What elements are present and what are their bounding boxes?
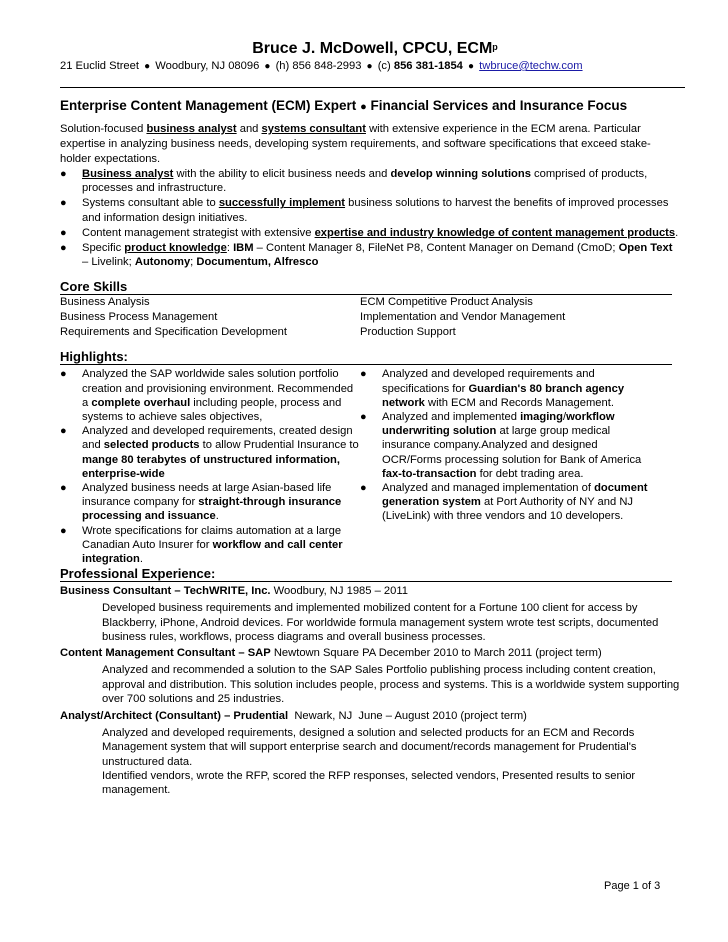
cell-label: (c) <box>377 60 394 72</box>
contact-line <box>60 59 670 74</box>
job-description: Developed business requirements and implemented mobilized content for a Fortune 100 client for access by Blackberry, iPhone, Android devices. For worldwide formula management system wrote test scripts, documented business rules, workflows, process diagrams and overall business processes. <box>102 602 659 644</box>
bullet-icon: ● <box>60 226 67 239</box>
name-superscript: p <box>492 42 498 52</box>
list-item: ● Analyzed and managed implementation of document generation system at Port Authority of NY and NJ (LiveLink) with three vendors and 10 developers. <box>360 482 648 523</box>
highlights-right-list <box>360 367 650 566</box>
list-item: ● Analyzed and developed requirements, created design and selected products to allow Prudential Insurance to mange 80 terabytes of unstructured information, enterprise-wide <box>60 425 359 480</box>
job-heading <box>60 709 670 724</box>
job-title: Content Management Consultant – SAP <box>60 647 271 660</box>
bullet-icon: ● <box>144 61 151 72</box>
list-item: ● Analyzed and implemented imaging/workflow underwriting solution at large group medical insurance company.Analyzed and designed OCR/Forms processing solution for Bank of America fax-to-transaction for debt trading area. <box>360 411 642 480</box>
skill-item: Requirements and Specification Development <box>60 326 287 339</box>
skill-item: Implementation and Vendor Management <box>360 311 566 324</box>
job-description: Identified vendors, wrote the RFP, scored the RFP responses, selected vendors, Presented results to senior management. <box>102 769 636 797</box>
job-detail: Newtown Square PA December 2010 to March 2011 (project term) <box>270 647 602 660</box>
bullet-icon: ● <box>360 368 367 381</box>
professional-headline: Enterprise Content Management (ECM) Expert ● Financial Services and Insurance Focus <box>60 98 628 113</box>
skill-item: Business Analysis <box>60 296 150 309</box>
address: 21 Euclid Street <box>60 60 139 72</box>
highlights-section <box>60 349 670 566</box>
bullet-icon: ● <box>60 482 67 495</box>
candidate-name: Bruce J. McDowell, CPCU, ECM$^p$ <box>252 40 498 57</box>
skill-item: Production Support <box>360 326 456 339</box>
list-item: ● Business analyst with the ability to elicit business needs and develop winning solutions comprised of products, processes and infrastructure. <box>60 168 648 195</box>
highlights-columns <box>60 367 670 566</box>
summary-bullet-list <box>60 167 680 269</box>
job-description: Analyzed and developed requirements, designed a solution and selected products for an ECM and Records Management system that will support enterprise search and document/records management for Prudential's unstructured data. <box>102 726 637 768</box>
job-detail: Woodbury, NJ 1985 – 2011 <box>270 585 408 598</box>
skill-item: ECM Competitive Product Analysis <box>360 296 533 309</box>
job-title: Business Consultant – TechWRITE, Inc. <box>60 585 271 598</box>
job-description: Analyzed and recommended a solution to the SAP Sales Portfolio publishing process including content creation, approval and distribution. This solution includes people, process and systems. This is a worldwide system supporting over 700 solutions and 25 industries. <box>102 664 680 706</box>
bullet-icon: ● <box>360 101 367 113</box>
section-title: Core Skills <box>60 279 672 295</box>
job-title: Analyst/Architect (Consultant) – Prudential <box>60 709 289 722</box>
list-item: ● Analyzed business needs at large Asian-based life insurance company for straight-through insurance processing and issuance. <box>60 482 342 523</box>
bullet-icon: ● <box>60 168 67 180</box>
job-heading <box>60 584 670 599</box>
page-number: Page 1 of 3 <box>604 880 661 892</box>
list-item: ● Wrote specifications for claims automation at a large Canadian Auto Insurer for workflow and call center integration. <box>60 524 343 566</box>
bullet-icon: ● <box>360 482 367 495</box>
list-item: ● Systems consultant able to successfully implement business solutions to harvest the benefits of improved processes and information design initiatives. <box>60 197 669 224</box>
list-item: ● Analyzed the SAP worldwide sales solution portfolio creation and provisioning environment. Recommended a complete overhaul including people, process and systems to achieve sales objectives, <box>60 368 354 424</box>
list-item: ● Specific product knowledge: IBM – Content Manager 8, FileNet P8, Content Manager on Demand (CmoD; Open Text – Livelink; Autonomy; Documentum, Alfresco <box>60 242 673 269</box>
list-item: ● Content management strategist with extensive expertise and industry knowledge of content management products. <box>60 226 679 239</box>
experience-section <box>60 566 680 797</box>
bullet-icon: ● <box>360 411 367 424</box>
bullet-icon: ● <box>60 197 67 210</box>
bullet-icon: ● <box>60 368 67 381</box>
list-item: ● Analyzed and developed requirements and specifications for Guardian's 80 branch agency network with ECM and Records Management. <box>360 368 625 409</box>
city: Woodbury, NJ 08096 <box>155 60 260 72</box>
job-detail: Newark, NJ June – August 2010 (project term) <box>288 709 527 722</box>
bullet-icon: ● <box>60 242 67 255</box>
highlights-left-list <box>60 367 360 566</box>
header-divider <box>60 87 685 88</box>
bullet-icon: ● <box>60 524 67 537</box>
summary-paragraph: Solution-focused business analyst and systems consultant with extensive experience in the ECM arena. Particular expertise in analyzing business needs, developing system requirements, and software specifications that exceed stake-holder expectations. <box>60 123 651 165</box>
skill-item: Business Process Management <box>60 311 218 324</box>
bullet-icon: ● <box>468 61 475 72</box>
job-heading <box>60 646 670 661</box>
core-skills-section <box>60 279 670 340</box>
resume-page <box>60 40 680 798</box>
cell-phone: 856 381-1854 <box>393 60 463 72</box>
bullet-icon: ● <box>60 425 67 438</box>
home-phone: (h) 856 848-2993 <box>275 60 362 72</box>
bullet-icon: ● <box>366 61 373 72</box>
bullet-icon: ● <box>264 61 271 72</box>
email-link[interactable]: twbruce@techw.com <box>479 60 583 72</box>
section-title: Highlights: <box>60 349 672 365</box>
core-skills-grid <box>60 295 670 340</box>
section-title: Professional Experience: <box>60 566 672 582</box>
